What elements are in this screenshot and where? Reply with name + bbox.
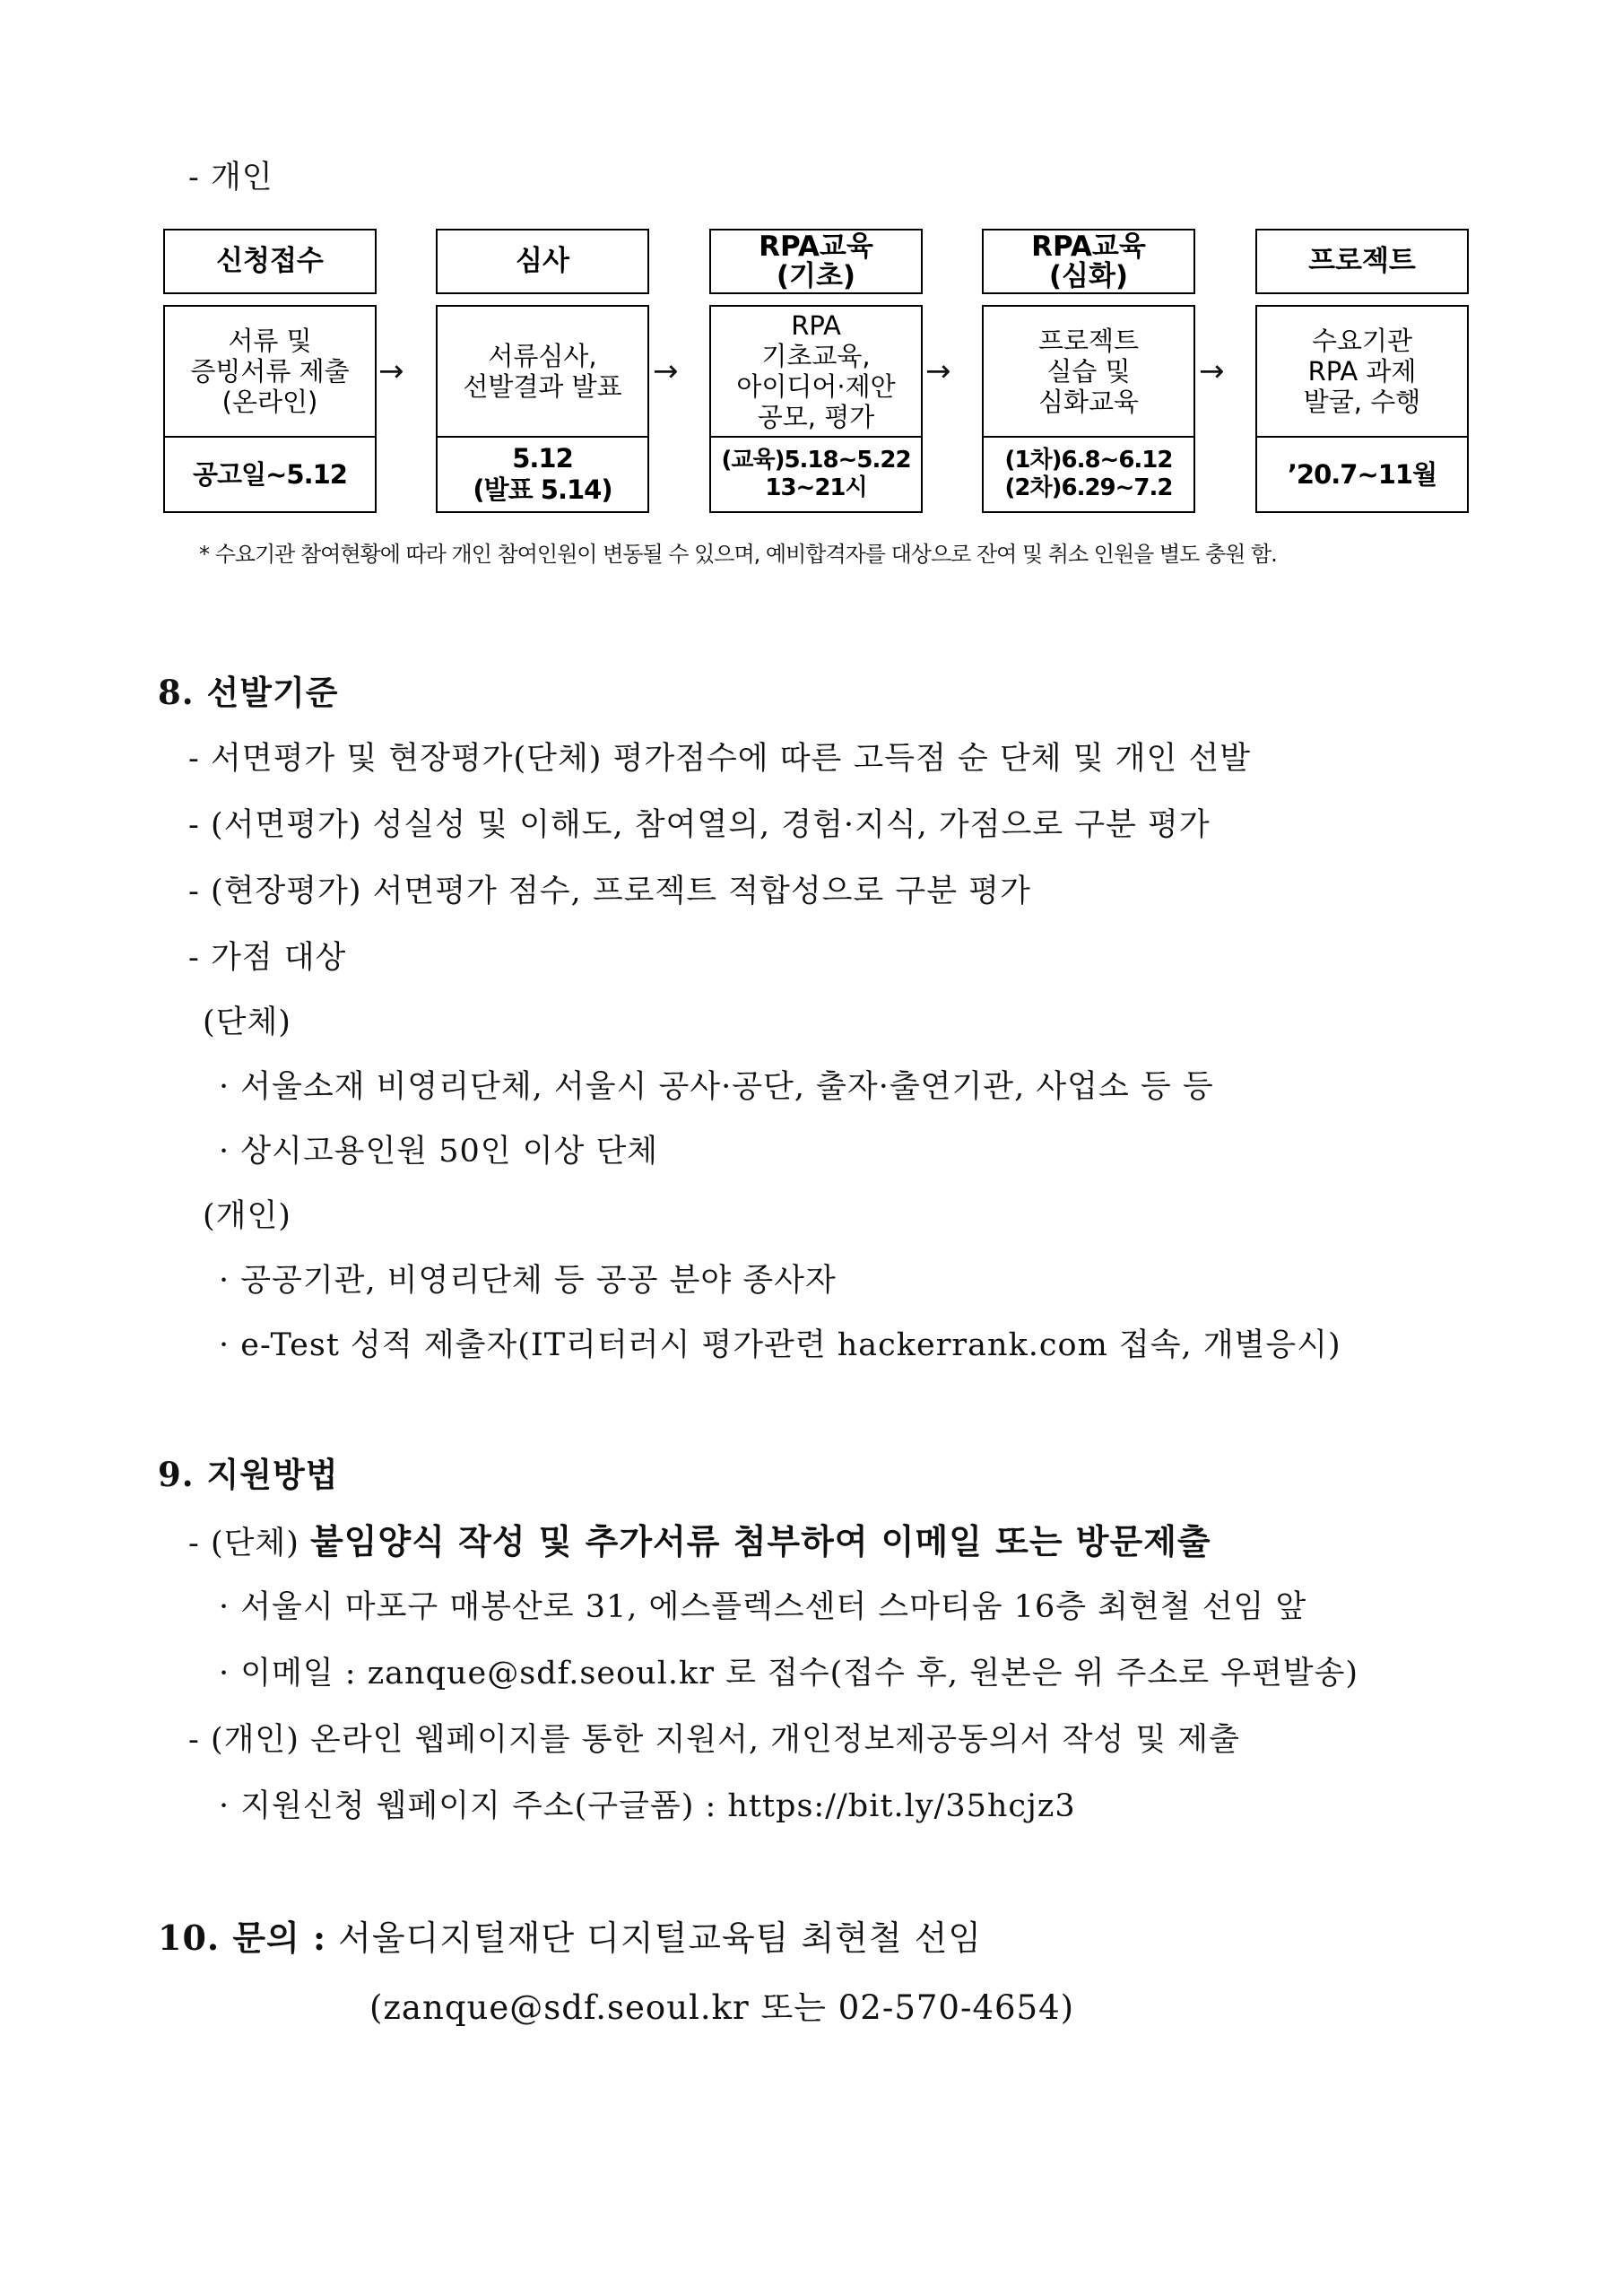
section-8-line: - 가점 대상 [188,940,347,976]
step-2-desc [436,305,649,438]
arrow-3: → [925,353,951,389]
step-3-desc-line: 기초교육, [761,340,871,371]
step-3-period-text: 13∼21시 [765,474,867,501]
step-4-period [982,436,1195,513]
section-8-line: · e-Test 성적 제출자(IT리터러시 평가관련 hackerrank.com 접속, 개별응시) [219,1327,1341,1363]
section-9-group-main: 붙임양식 작성 및 추가서류 첨부하여 이메일 또는 방문제출 [310,1521,1211,1561]
section-9-line: · 지원신청 웹페이지 주소(구글폼) : https://bit.ly/35hcjz3 [219,1788,1076,1824]
step-1-period-text: 공고일∼5.12 [193,458,347,490]
step-5-desc-line: 수요기관 [1311,325,1413,356]
step-5-desc-line: 발굴, 수행 [1303,387,1421,418]
step-4-desc-line: 프로젝트 [1037,325,1140,356]
arrow-4: → [1199,353,1225,389]
step-3-desc-line: 아이디어·제안 [736,371,896,402]
step-3-header-text: RPA교육 [759,230,873,263]
section-9-line: · 이메일 : zanque@sdf.seoul.kr 로 접수(접수 후, 원본은 위 주소로 우편발송) [219,1656,1359,1692]
step-5-period [1255,436,1469,513]
step-1-period [163,436,377,513]
step-5-desc [1255,305,1469,438]
section-10-contact-details: (zanque@sdf.seoul.kr 또는 02-570-4654) [369,1988,1075,2027]
step-2-desc-line: 선발결과 발표 [463,371,622,402]
step-4-period-text: (2차)6.29∼7.2 [1004,474,1173,501]
step-5-desc-line: RPA 과제 [1307,355,1417,387]
arrow-2: → [653,353,679,389]
step-1-desc-line: 증빙서류 제출 [190,355,350,387]
section-9-line: - (개인) 온라인 웹페이지를 통한 지원서, 개인정보제공동의서 작성 및 제출 [188,1722,1240,1758]
step-4-header [982,229,1195,294]
step-5-period-text: ’20.7∼11월 [1287,458,1437,490]
intro-label: - 개인 [188,160,273,196]
step-1-desc-line: 서류 및 [228,325,312,356]
arrow-1: → [378,353,404,389]
section-8-line: - 서면평가 및 현장평가(단체) 평가점수에 따른 고득점 순 단체 및 개인 선발 [188,741,1252,777]
step-1-header [163,229,377,294]
step-4-header-text: (심화) [1048,259,1129,292]
step-3-desc-line: 공모, 평가 [757,402,875,433]
section-9-group-line [188,1514,1211,1563]
step-4-desc [982,305,1195,438]
step-5-header [1255,229,1469,294]
section-8-line: · 서울소재 비영리단체, 서울시 공사·공단, 출자·출연기관, 사업소 등 등 [219,1069,1214,1105]
step-2-period-text: 5.12 [512,443,573,474]
step-4-desc-line: 심화교육 [1037,387,1140,418]
step-2-desc-line: 서류심사, [488,340,597,371]
step-3-period-text: (교육)5.18~5.22 [721,446,911,474]
step-3-period [709,436,923,513]
step-4-header-text: RPA교육 [1031,230,1146,263]
step-2-period-text: (발표 5.14) [473,474,612,505]
section-9-title: 9. 지원방법 [158,1455,339,1494]
flow-note: * 수요기관 참여현황에 따라 개인 참여인원이 변동될 수 있으며, 예비합격자를 대상으로 잔여 및 취소 인원을 별도 충원 함. [199,542,1277,567]
section-9-group-prefix: - (단체) [188,1526,311,1561]
step-1-desc-line: (온라인) [221,387,318,418]
step-4-period-text: (1차)6.8∼6.12 [1004,446,1173,474]
section-8-line: · 공공기관, 비영리단체 등 공공 분야 종사자 [219,1263,837,1299]
step-4-desc-line: 실습 및 [1046,355,1131,387]
step-3-header-text: (기초) [776,259,856,292]
step-3-desc [709,305,923,438]
step-5-header-text: 프로젝트 [1308,245,1416,278]
step-1-desc [163,305,377,438]
step-3-header [709,229,923,294]
step-2-period [436,436,649,513]
section-10-line [158,1910,982,1960]
step-3-desc-line: RPA [791,309,841,341]
step-1-header-text: 신청접수 [216,245,324,278]
section-8-line: (개인) [203,1198,291,1234]
section-8-line: - (서면평가) 성실성 및 이해도, 참여열의, 경험·지식, 가점으로 구분 평가 [188,807,1211,843]
section-9-line: · 서울시 마포구 매봉산로 31, 에스플렉스센터 스마티움 16층 최현철 선임 앞 [219,1589,1307,1625]
step-2-header-text: 심사 [516,245,569,278]
section-8-line: · 상시고용인원 50인 이상 단체 [219,1134,659,1170]
section-8-line: - (현장평가) 서면평가 점수, 프로젝트 적합성으로 구분 평가 [188,874,1031,909]
section-10-title: 10. 문의 : [158,1918,327,1958]
step-2-header [436,229,649,294]
section-10-contact: 서울디지털재단 디지털교육팀 최현철 선임 [338,1918,983,1958]
section-8-line: (단체) [203,1004,291,1040]
section-8-title: 8. 선발기준 [158,673,339,712]
